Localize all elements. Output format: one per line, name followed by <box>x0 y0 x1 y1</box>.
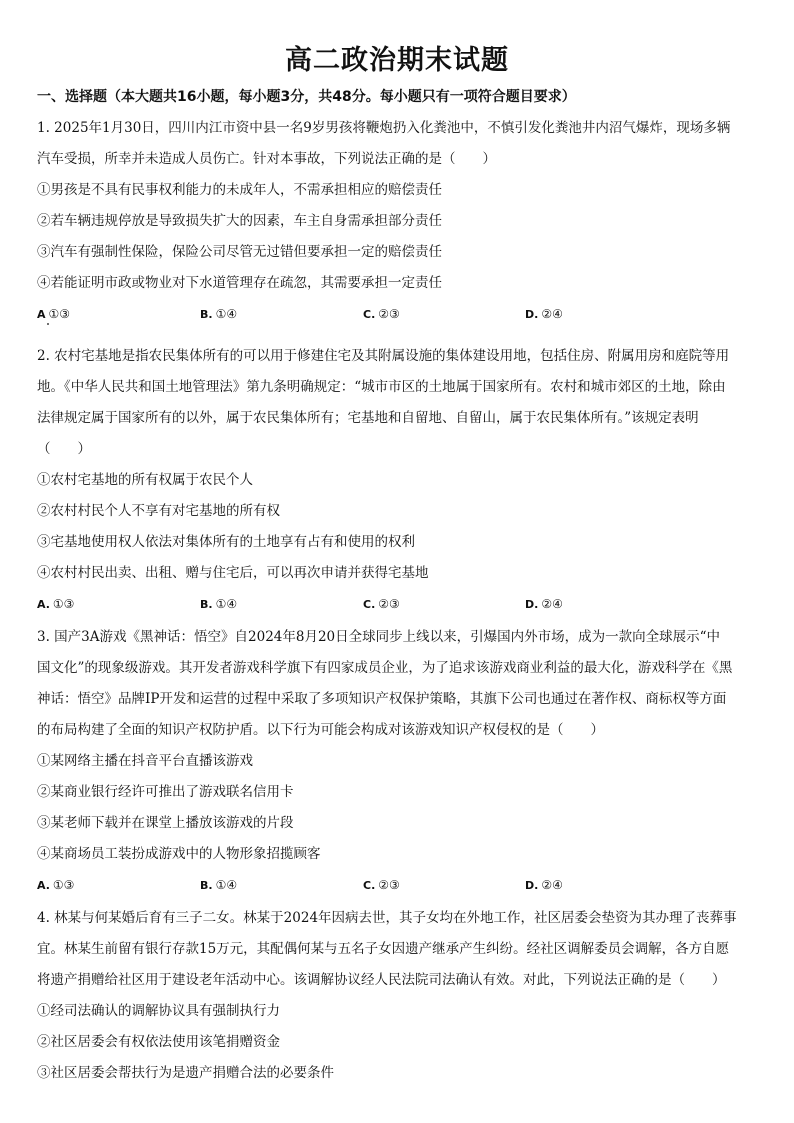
option-text: ②④ <box>541 307 563 321</box>
option-c[interactable] <box>363 304 400 325</box>
question-4-stem-line-2: 宜。林某生前留有银行存款15万元，其配偶何某与五名子女因遗产继承产生纠纷。经社区调解委员会调解，各方自愿 <box>37 941 730 957</box>
option-letter: D. <box>525 598 539 611</box>
option-text: ①③ <box>48 307 71 321</box>
question-4-stem-line-1: 4. 林某与何某婚后育有三子二女。林某于2024年因病去世，其子女均在外地工作，社区居委会垫资为其办理了丧葬事 <box>37 910 737 926</box>
option-letter: A. <box>37 879 50 892</box>
question-2-stem-line-4: （ ） <box>37 441 91 457</box>
option-letter: C. <box>363 598 376 611</box>
option-letter: D. <box>525 879 539 892</box>
question-1-statement-2: ②若车辆违规停放是导致损失扩大的因素，车主自身需承担部分责任 <box>37 213 442 229</box>
option-text: ①④ <box>215 307 238 321</box>
question-2-statement-4: ④农村村民出卖、出租、赠与住宅后，可以再次申请并获得宅基地 <box>37 565 429 581</box>
question-3-statement-4: ④某商场员工装扮成游戏中的人物形象招揽顾客 <box>37 846 321 862</box>
option-letter: B. <box>200 598 213 611</box>
option-a[interactable] <box>37 594 74 615</box>
question-2-stem-line-1: 2. 农村宅基地是指农民集体所有的可以用于修建住宅及其附属设施的集体建设用地，包括住房、附属用房和庭院等用 <box>37 348 730 364</box>
question-4-stem-line-3: 将遗产捐赠给社区用于建设老年活动中心。该调解协议经人民法院司法确认有效。对此，下列说法正确的是（ ） <box>37 972 726 988</box>
option-text: ②④ <box>541 878 563 892</box>
option-letter: B. <box>200 879 213 892</box>
option-text: ②③ <box>378 878 400 892</box>
option-b[interactable] <box>200 594 237 615</box>
option-letter: C. <box>363 879 376 892</box>
question-2-stem-line-2: 地。《中华人民共和国土地管理法》第九条明确规定：“城市市区的土地属于国家所有。农村和城市郊区的土地，除由 <box>37 379 726 395</box>
question-3-statement-3: ③某老师下载并在课堂上播放该游戏的片段 <box>37 815 294 831</box>
question-3-statement-2: ②某商业银行经许可推出了游戏联名信用卡 <box>37 784 294 800</box>
option-text: ②③ <box>378 597 400 611</box>
stray-dot-mark <box>47 323 49 325</box>
question-3-stem-line-3: 神话：悟空》品牌IP开发和运营的过程中采取了多项知识产权保护策略，其旗下公司也通过在著作权、商标权等方面 <box>37 691 727 707</box>
option-d[interactable] <box>525 594 563 615</box>
question-1-stem-line-2: 汽车受损，所幸并未造成人员伤亡。针对本事故，下列说法正确的是（ ） <box>37 151 496 167</box>
option-text: ①④ <box>215 597 238 611</box>
option-c[interactable] <box>363 875 400 896</box>
option-letter: A <box>37 308 46 321</box>
page-title: 高二政治期末试题 <box>285 45 509 76</box>
option-text: ②③ <box>378 307 400 321</box>
question-2-statement-2: ②农村村民个人不享有对宅基地的所有权 <box>37 503 280 519</box>
question-3-stem-line-1: 3. 国产3A游戏《黑神话：悟空》自2024年8月20日全球同步上线以来，引爆国内外市场，成为一款向全球展示“中 <box>37 629 721 645</box>
question-1-options <box>37 304 761 324</box>
question-3-statement-1: ①某网络主播在抖音平台直播该游戏 <box>37 753 253 769</box>
option-b[interactable] <box>200 304 237 325</box>
question-2-statement-3: ③宅基地使用权人依法对集体所有的土地享有占有和使用的权利 <box>37 534 415 550</box>
question-1-statement-3: ③汽车有强制性保险，保险公司尽管无过错但要承担一定的赔偿责任 <box>37 244 442 260</box>
option-letter: D. <box>525 308 539 321</box>
option-text: ①③ <box>52 597 75 611</box>
section-heading: 一、选择题（本大题共16小题，每小题3分，共48分。每小题只有一项符合题目要求） <box>37 89 576 105</box>
option-a[interactable] <box>37 875 74 896</box>
option-text: ②④ <box>541 597 563 611</box>
option-d[interactable] <box>525 304 563 325</box>
option-d[interactable] <box>525 875 563 896</box>
option-letter: B. <box>200 308 213 321</box>
option-b[interactable] <box>200 875 237 896</box>
option-a[interactable] <box>37 304 70 325</box>
question-1-statement-1: ①男孩是不具有民事权利能力的未成年人，不需承担相应的赔偿责任 <box>37 182 442 198</box>
question-3-stem-line-2: 国文化”的现象级游戏。其开发者游戏科学旗下有四家成员企业，为了追求该游戏商业利益的最大化，游戏科学在《黑 <box>37 660 733 676</box>
question-1-statement-4: ④若能证明市政或物业对下水道管理存在疏忽，其需要承担一定责任 <box>37 275 442 291</box>
question-2-options <box>37 594 761 614</box>
question-4-statement-1: ①经司法确认的调解协议具有强制执行力 <box>37 1003 280 1019</box>
question-1-stem-line-1: 1. 2025年1月30日，四川内江市资中县一名9岁男孩将鞭炮扔入化粪池中，不慎引发化粪池井内沼气爆炸，现场多辆 <box>37 120 731 136</box>
question-2-stem-line-3: 法律规定属于国家所有的以外，属于农民集体所有；宅基地和自留地、自留山，属于农民集体所有。”该规定表明 <box>37 410 699 426</box>
option-text: ①③ <box>52 878 75 892</box>
option-letter: C. <box>363 308 376 321</box>
question-4-statement-2: ②社区居委会有权依法使用该笔捐赠资金 <box>37 1034 280 1050</box>
option-letter: A. <box>37 598 50 611</box>
question-2-statement-1: ①农村宅基地的所有权属于农民个人 <box>37 472 253 488</box>
question-3-options <box>37 875 761 895</box>
question-4-statement-3: ③社区居委会帮扶行为是遗产捐赠合法的必要条件 <box>37 1065 334 1081</box>
option-c[interactable] <box>363 594 400 615</box>
option-text: ①④ <box>215 878 238 892</box>
question-3-stem-line-4: 的布局构建了全面的知识产权防护盾。以下行为可能会构成对该游戏知识产权侵权的是（ ） <box>37 722 604 738</box>
